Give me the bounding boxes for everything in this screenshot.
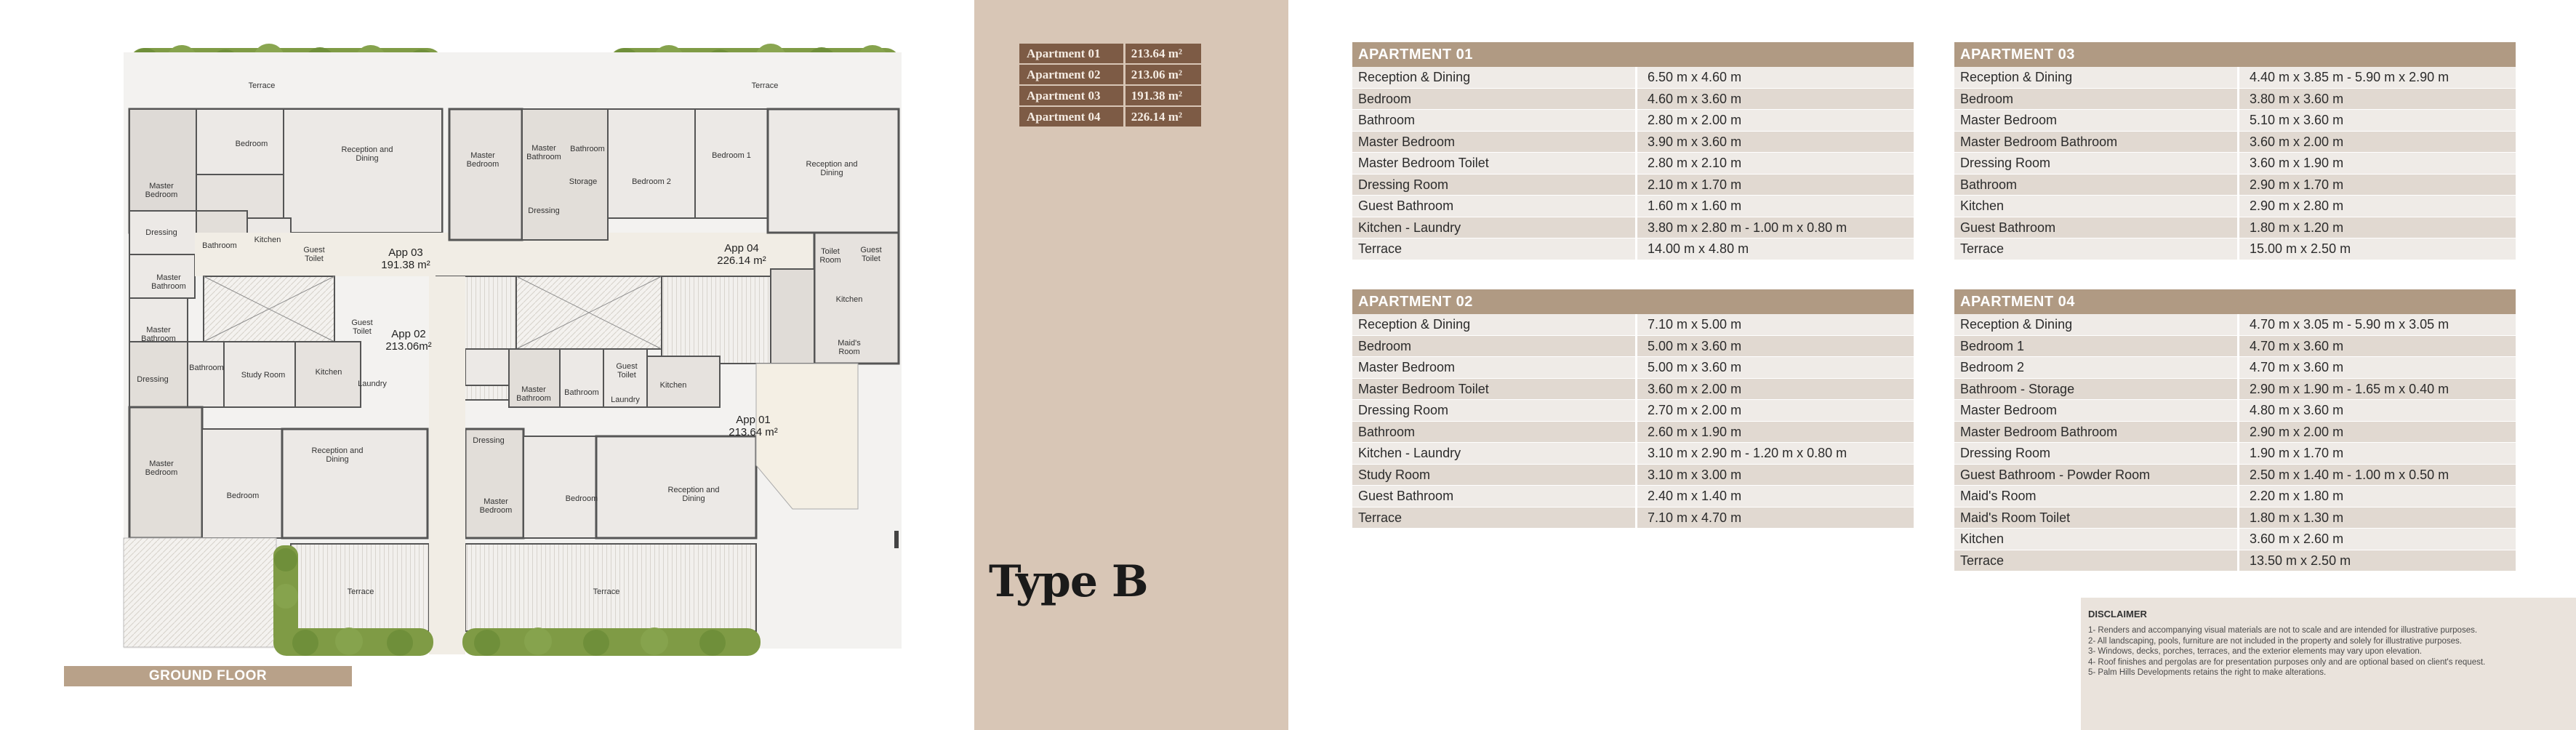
apartment-area: 213.06m² (385, 340, 432, 353)
room-name-cell: Kitchen - Laundry (1352, 217, 1635, 238)
disclaimer-box (2081, 598, 2576, 730)
spec-table-body (1954, 67, 2516, 260)
room-name-cell: Terrace (1352, 508, 1635, 529)
room-dimension-cell: 2.90 m x 2.80 m (2237, 196, 2516, 217)
room-name-cell: Terrace (1954, 550, 2237, 571)
apartment-label-01 (729, 414, 778, 438)
room-dimension-cell: 1.80 m x 1.20 m (2237, 217, 2516, 238)
table-row (1954, 486, 2516, 508)
room-label: Dressing (528, 206, 560, 215)
room-label: Master Bedroom (466, 151, 499, 169)
apartment-area-table (1019, 42, 1201, 128)
spec-table-title: APARTMENT 02 (1352, 289, 1914, 314)
room-label: Master Bedroom (145, 460, 178, 477)
apartment-name: App 01 (736, 414, 771, 426)
room-dimension-cell: 4.60 m x 3.60 m (1635, 89, 1914, 110)
disclaimer-line: 2- All landscaping, pools, furniture are not included in the property and solely for illustrative purposes. (2088, 636, 2462, 646)
room-name-cell: Study Room (1352, 465, 1635, 486)
room-name-cell: Kitchen (1954, 196, 2237, 217)
apartment-name: App 04 (724, 242, 759, 254)
ground-floor-caption: GROUND FLOOR (64, 666, 352, 686)
room-name-cell: Guest Bathroom (1352, 196, 1635, 217)
table-row (1352, 238, 1914, 260)
room-dimension-cell: 6.50 m x 4.60 m (1635, 67, 1914, 88)
room-dimension-cell: 1.60 m x 1.60 m (1635, 196, 1914, 217)
room-name-cell: Terrace (1352, 238, 1635, 260)
room-dimension-cell: 5.00 m x 3.60 m (1635, 336, 1914, 357)
room-name-cell: Master Bedroom (1954, 110, 2237, 131)
table-row (1954, 400, 2516, 422)
apartment-name-cell: Apartment 01 (1019, 44, 1123, 63)
room-label: Dressing (145, 228, 177, 237)
room-label: Kitchen (835, 295, 863, 304)
room-dimension-cell: 2.80 m x 2.10 m (1635, 153, 1914, 174)
room-dimension-cell: 5.10 m x 3.60 m (2237, 110, 2516, 131)
room-name-cell: Kitchen (1954, 529, 2237, 550)
room-label: Bedroom (226, 492, 260, 500)
table-row (1954, 153, 2516, 175)
table-row (1954, 379, 2516, 401)
table-row (1019, 86, 1201, 105)
room-dimension-cell: 4.70 m x 3.60 m (2237, 357, 2516, 378)
table-row (1352, 175, 1914, 196)
room-name-cell: Guest Bathroom (1352, 486, 1635, 507)
table-row (1954, 196, 2516, 217)
table-row (1352, 379, 1914, 401)
room-label: Bathroom (570, 145, 605, 153)
apartment-01-spec-table (1352, 42, 1914, 260)
room-name-cell: Bedroom (1352, 336, 1635, 357)
room-name-cell: Master Bedroom (1954, 400, 2237, 421)
table-row (1019, 107, 1201, 127)
room-label: Storage (569, 177, 598, 186)
table-row (1352, 217, 1914, 239)
table-row (1352, 336, 1914, 358)
table-row (1352, 110, 1914, 132)
room-label: Laundry (611, 396, 640, 404)
table-row (1352, 67, 1914, 89)
room-name-cell: Master Bedroom Toilet (1352, 153, 1635, 174)
room-dimension-cell: 2.80 m x 2.00 m (1635, 110, 1914, 131)
apartment-name-cell: Apartment 04 (1019, 107, 1123, 127)
room-dimension-cell: 4.80 m x 3.60 m (2237, 400, 2516, 421)
room-label: Bathroom (189, 364, 224, 372)
room-dimension-cell: 3.60 m x 2.00 m (2237, 132, 2516, 153)
table-row (1352, 132, 1914, 153)
disclaimer-line: 5- Palm Hills Developments retains the right to make alterations. (2088, 668, 2327, 677)
table-row (1352, 443, 1914, 465)
room-dimension-cell: 5.00 m x 3.60 m (1635, 357, 1914, 378)
table-row (1019, 44, 1201, 63)
table-row (1954, 175, 2516, 196)
room-name-cell: Bedroom (1352, 89, 1635, 110)
room-label: Reception and Dining (311, 446, 364, 464)
room-dimension-cell: 3.80 m x 3.60 m (2237, 89, 2516, 110)
room-dimension-cell: 2.90 m x 2.00 m (2237, 422, 2516, 443)
spec-table-body (1352, 67, 1914, 260)
room-dimension-cell: 2.60 m x 1.90 m (1635, 422, 1914, 443)
spec-table-body (1954, 314, 2516, 571)
room-label: Terrace (751, 81, 779, 90)
room-name-cell: Maid's Room (1954, 486, 2237, 507)
table-row (1954, 357, 2516, 379)
table-row (1954, 422, 2516, 444)
apartment-label-02 (385, 328, 431, 353)
apartment-area-cell: 213.64 m² (1123, 44, 1201, 63)
disclaimer-line: 1- Renders and accompanying visual materials are not to scale and are intended for illustrative purposes. (2088, 626, 2478, 635)
room-dimension-cell: 4.70 m x 3.05 m - 5.90 m x 3.05 m (2237, 314, 2516, 335)
table-row (1352, 153, 1914, 175)
room-name-cell: Reception & Dining (1352, 67, 1635, 88)
table-row (1352, 196, 1914, 217)
room-dimension-cell: 4.40 m x 3.85 m - 5.90 m x 2.90 m (2237, 67, 2516, 88)
room-name-cell: Master Bedroom Bathroom (1954, 132, 2237, 153)
room-dimension-cell: 2.70 m x 2.00 m (1635, 400, 1914, 421)
room-label: Master Bedroom (145, 182, 178, 199)
disclaimer-title: DISCLAIMER (2088, 609, 2147, 619)
table-row (1954, 67, 2516, 89)
room-label: Guest Toilet (860, 246, 882, 263)
table-row (1352, 357, 1914, 379)
room-dimension-cell: 13.50 m x 2.50 m (2237, 550, 2516, 571)
room-label: Maid's Room (838, 339, 861, 356)
table-row (1954, 443, 2516, 465)
table-row (1954, 110, 2516, 132)
room-name-cell: Reception & Dining (1954, 314, 2237, 335)
room-label: Bathroom (564, 388, 599, 397)
apartment-label-03 (381, 246, 430, 271)
room-dimension-cell: 3.60 m x 2.60 m (2237, 529, 2516, 550)
room-dimension-cell: 7.10 m x 5.00 m (1635, 314, 1914, 335)
room-dimension-cell: 7.10 m x 4.70 m (1635, 508, 1914, 529)
room-name-cell: Reception & Dining (1954, 67, 2237, 88)
table-row (1352, 486, 1914, 508)
room-dimension-cell: 2.40 m x 1.40 m (1635, 486, 1914, 507)
table-row (1954, 508, 2516, 529)
room-name-cell: Bathroom (1954, 175, 2237, 196)
apartment-03-spec-table (1954, 42, 2516, 260)
room-dimension-cell: 3.10 m x 3.00 m (1635, 465, 1914, 486)
apartment-area: 213.64 m² (729, 426, 778, 438)
disclaimer-line: 3- Windows, decks, porches, terraces, and the exterior elements may vary upon elevation. (2088, 647, 2422, 656)
spec-table-title: APARTMENT 03 (1954, 42, 2516, 67)
room-name-cell: Bathroom (1352, 110, 1635, 131)
table-row (1954, 465, 2516, 486)
room-label: Reception and Dining (806, 160, 858, 177)
summary-panel (974, 0, 1288, 730)
room-dimension-cell: 2.10 m x 1.70 m (1635, 175, 1914, 196)
room-dimension-cell: 3.10 m x 2.90 m - 1.20 m x 0.80 m (1635, 443, 1914, 464)
table-row (1352, 465, 1914, 486)
apartment-label-04 (717, 242, 766, 267)
room-label: Guest Toilet (616, 362, 638, 380)
room-label: Dressing (473, 436, 505, 445)
room-label: Reception and Dining (341, 145, 393, 163)
apartment-area: 191.38 m² (381, 259, 430, 271)
apartment-name: App 02 (391, 328, 426, 340)
room-label: Study Room (241, 371, 286, 380)
room-label: Toilet Room (819, 247, 841, 265)
room-label: Bathroom (202, 241, 237, 250)
room-name-cell: Terrace (1954, 238, 2237, 260)
room-name-cell: Master Bedroom (1352, 132, 1635, 153)
room-label: Bedroom 2 (632, 177, 671, 186)
room-name-cell: Bedroom 2 (1954, 357, 2237, 378)
room-name-cell: Bedroom 1 (1954, 336, 2237, 357)
room-name-cell: Reception & Dining (1352, 314, 1635, 335)
room-dimension-cell: 14.00 m x 4.80 m (1635, 238, 1914, 260)
table-row (1954, 132, 2516, 153)
room-label: Bedroom (565, 494, 598, 503)
table-row (1954, 89, 2516, 111)
room-name-cell: Dressing Room (1954, 153, 2237, 174)
room-label: Master Bathroom (516, 385, 551, 403)
table-row (1352, 422, 1914, 444)
greenery-bottom-right (462, 627, 761, 656)
room-label: Terrace (347, 587, 374, 596)
room-label: Master Bathroom (526, 144, 561, 161)
room-name-cell: Bedroom (1954, 89, 2237, 110)
room-dimension-cell: 4.70 m x 3.60 m (2237, 336, 2516, 357)
room-dimension-cell: 1.90 m x 1.70 m (2237, 443, 2516, 464)
room-dimension-cell: 3.80 m x 2.80 m - 1.00 m x 0.80 m (1635, 217, 1914, 238)
room-label: Laundry (358, 380, 387, 388)
room-label: Kitchen (315, 368, 342, 377)
room-dimension-cell: 1.80 m x 1.30 m (2237, 508, 2516, 529)
room-name-cell: Maid's Room Toilet (1954, 508, 2237, 529)
apartment-name-cell: Apartment 03 (1019, 86, 1123, 105)
room-label: Dressing (137, 375, 169, 384)
apartment-area: 226.14 m² (717, 254, 766, 267)
table-row (1352, 400, 1914, 422)
room-label: Bedroom 1 (712, 151, 751, 160)
room-label: Bedroom (235, 140, 268, 148)
table-row (1352, 314, 1914, 336)
room-name-cell: Master Bedroom (1352, 357, 1635, 378)
apartment-02-spec-table (1352, 289, 1914, 529)
type-title: Type B (989, 556, 1148, 607)
room-label: Master Bathroom (141, 326, 176, 343)
floor-plan (0, 0, 974, 730)
table-row (1954, 336, 2516, 358)
room-name-cell: Guest Bathroom - Powder Room (1954, 465, 2237, 486)
room-label: Master Bedroom (479, 497, 513, 515)
apartment-area-cell: 191.38 m² (1123, 86, 1201, 105)
room-dimension-cell: 2.90 m x 1.90 m - 1.65 m x 0.40 m (2237, 379, 2516, 400)
table-row (1954, 217, 2516, 239)
table-row (1954, 529, 2516, 550)
spec-table-body (1352, 314, 1914, 529)
apartment-04-spec-table (1954, 289, 2516, 571)
room-name-cell: Kitchen - Laundry (1352, 443, 1635, 464)
room-name-cell: Bathroom - Storage (1954, 379, 2237, 400)
apartment-name-cell: Apartment 02 (1019, 65, 1123, 84)
table-row (1352, 89, 1914, 111)
spec-table-title: APARTMENT 04 (1954, 289, 2516, 314)
room-dimension-cell: 3.90 m x 3.60 m (1635, 132, 1914, 153)
room-name-cell: Guest Bathroom (1954, 217, 2237, 238)
apartment-area-cell: 213.06 m² (1123, 65, 1201, 84)
table-row (1954, 238, 2516, 260)
table-row (1352, 508, 1914, 529)
table-row (1954, 314, 2516, 336)
room-label: Kitchen (254, 236, 281, 244)
room-dimension-cell: 3.60 m x 1.90 m (2237, 153, 2516, 174)
room-dimension-cell: 2.90 m x 1.70 m (2237, 175, 2516, 196)
room-label: Guest Toilet (303, 246, 325, 263)
room-name-cell: Master Bedroom Bathroom (1954, 422, 2237, 443)
room-dimension-cell: 15.00 m x 2.50 m (2237, 238, 2516, 260)
room-name-cell: Master Bedroom Toilet (1352, 379, 1635, 400)
table-row (1954, 550, 2516, 572)
room-label: Guest Toilet (351, 318, 373, 336)
apartment-name: App 03 (388, 246, 423, 259)
floor-plan-drawing (0, 0, 974, 730)
spec-table-title: APARTMENT 01 (1352, 42, 1914, 67)
room-dimension-cell: 2.20 m x 1.80 m (2237, 486, 2516, 507)
room-name-cell: Dressing Room (1352, 175, 1635, 196)
room-name-cell: Dressing Room (1954, 443, 2237, 464)
apartment-area-cell: 226.14 m² (1123, 107, 1201, 127)
room-label: Terrace (593, 587, 620, 596)
room-label: Terrace (248, 81, 276, 90)
room-name-cell: Dressing Room (1352, 400, 1635, 421)
room-label: Kitchen (659, 381, 687, 390)
room-label: Master Bathroom (151, 273, 186, 291)
room-dimension-cell: 2.50 m x 1.40 m - 1.00 m x 0.50 m (2237, 465, 2516, 486)
disclaimer-line: 4- Roof finishes and pergolas are for presentation purposes only and are optional based on client's request. (2088, 657, 2486, 667)
room-name-cell: Bathroom (1352, 422, 1635, 443)
table-row (1019, 65, 1201, 84)
room-dimension-cell: 3.60 m x 2.00 m (1635, 379, 1914, 400)
room-label: Reception and Dining (667, 486, 720, 503)
